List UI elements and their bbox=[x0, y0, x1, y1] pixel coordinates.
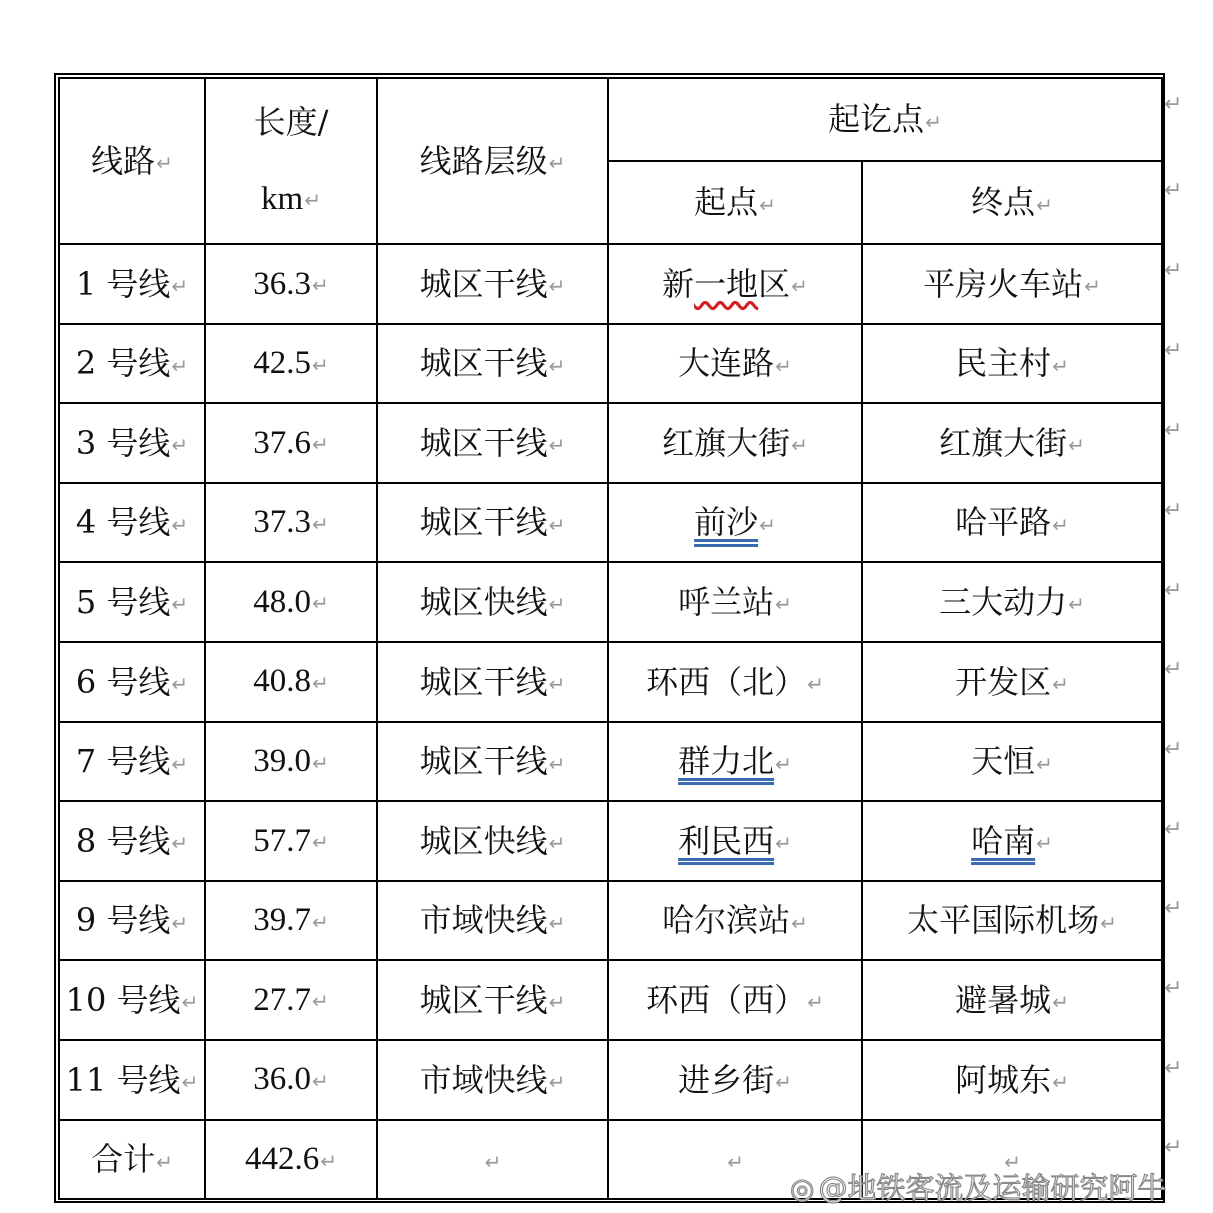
row-end-mark: ↵ bbox=[1164, 498, 1183, 523]
total-label: 合计↵ bbox=[59, 1120, 205, 1200]
cell-level: 城区干线↵ bbox=[377, 722, 608, 802]
cell-start: 群力北↵ bbox=[608, 722, 862, 802]
header-length: 长度/ km↵ bbox=[205, 78, 377, 244]
cell-level: 城区干线↵ bbox=[377, 324, 608, 404]
cell-route: 9 号线↵ bbox=[59, 881, 205, 961]
cell-start: 红旗大街↵ bbox=[608, 403, 862, 483]
cell-start: 新一地区↵ bbox=[608, 244, 862, 324]
row-end-mark: ↵ bbox=[1164, 178, 1183, 203]
row-end-mark: ↵ bbox=[1164, 976, 1183, 1001]
row-end-mark: ↵ bbox=[1164, 737, 1183, 762]
cell-start: 呼兰站↵ bbox=[608, 562, 862, 642]
row-end-mark: ↵ bbox=[1164, 92, 1183, 117]
row-end-mark: ↵ bbox=[1164, 1135, 1183, 1160]
cell-length: 39.0↵ bbox=[205, 722, 377, 802]
cell-level: 城区干线↵ bbox=[377, 960, 608, 1040]
table-row bbox=[59, 722, 1162, 802]
cell-route: 3 号线↵ bbox=[59, 403, 205, 483]
table-row bbox=[59, 324, 1162, 404]
total-level: ↵ bbox=[377, 1120, 608, 1200]
table-row bbox=[59, 1040, 1162, 1120]
table-row bbox=[59, 403, 1162, 483]
cell-level: 城区干线↵ bbox=[377, 642, 608, 722]
cell-end: 平房火车站↵ bbox=[862, 244, 1162, 324]
cell-level: 城区快线↵ bbox=[377, 801, 608, 881]
cell-start: 环西（西）↵ bbox=[608, 960, 862, 1040]
total-end: ↵ bbox=[862, 1120, 1162, 1200]
row-end-mark: ↵ bbox=[1164, 338, 1183, 363]
cell-route: 1 号线↵ bbox=[59, 244, 205, 324]
row-end-mark: ↵ bbox=[1164, 657, 1183, 682]
cell-route: 5 号线↵ bbox=[59, 562, 205, 642]
row-end-mark: ↵ bbox=[1164, 896, 1183, 921]
cell-route: 8 号线↵ bbox=[59, 801, 205, 881]
table-row bbox=[59, 244, 1162, 324]
cell-length: 37.6↵ bbox=[205, 403, 377, 483]
cell-route: 4 号线↵ bbox=[59, 483, 205, 563]
header-level: 线路层级↵ bbox=[377, 78, 608, 244]
row-end-mark: ↵ bbox=[1164, 817, 1183, 842]
cell-end: 哈南↵ bbox=[862, 801, 1162, 881]
cell-route: 6 号线↵ bbox=[59, 642, 205, 722]
cell-end: 三大动力↵ bbox=[862, 562, 1162, 642]
total-start: ↵ bbox=[608, 1120, 862, 1200]
cell-level: 城区干线↵ bbox=[377, 483, 608, 563]
watermark: ◎ @地铁客流及运输研究阿牛 bbox=[790, 1171, 1167, 1205]
cell-length: 57.7↵ bbox=[205, 801, 377, 881]
cell-start: 进乡街↵ bbox=[608, 1040, 862, 1120]
cell-end: 哈平路↵ bbox=[862, 483, 1162, 563]
header-route: 线路↵ bbox=[59, 78, 205, 244]
table-row bbox=[59, 562, 1162, 642]
cell-route: 2 号线↵ bbox=[59, 324, 205, 404]
table-row bbox=[59, 642, 1162, 722]
cell-start: 哈尔滨站↵ bbox=[608, 881, 862, 961]
total-length: 442.6↵ bbox=[205, 1120, 377, 1200]
header-endpoints: 起讫点↵ bbox=[608, 78, 1162, 161]
table-row bbox=[59, 881, 1162, 961]
cell-length: 40.8↵ bbox=[205, 642, 377, 722]
cell-end: 避暑城↵ bbox=[862, 960, 1162, 1040]
row-end-mark: ↵ bbox=[1164, 1056, 1183, 1081]
cell-start: 环西（北）↵ bbox=[608, 642, 862, 722]
cell-length: 42.5↵ bbox=[205, 324, 377, 404]
row-end-mark: ↵ bbox=[1164, 418, 1183, 443]
cell-length: 37.3↵ bbox=[205, 483, 377, 563]
cell-end: 民主村↵ bbox=[862, 324, 1162, 404]
cell-start: 大连路↵ bbox=[608, 324, 862, 404]
cell-route: 11 号线↵ bbox=[59, 1040, 205, 1120]
cell-route: 10 号线↵ bbox=[59, 960, 205, 1040]
weibo-logo-icon: ◎ bbox=[790, 1172, 815, 1205]
header-end: 终点↵ bbox=[862, 161, 1162, 244]
cell-start: 利民西↵ bbox=[608, 801, 862, 881]
cell-end: 红旗大街↵ bbox=[862, 403, 1162, 483]
cell-level: 市域快线↵ bbox=[377, 881, 608, 961]
cell-level: 城区快线↵ bbox=[377, 562, 608, 642]
cell-length: 27.7↵ bbox=[205, 960, 377, 1040]
cell-length: 36.3↵ bbox=[205, 244, 377, 324]
cell-length: 36.0↵ bbox=[205, 1040, 377, 1120]
metro-line-table bbox=[58, 77, 1163, 1200]
cell-end: 阿城东↵ bbox=[862, 1040, 1162, 1120]
cell-start: 前沙↵ bbox=[608, 483, 862, 563]
cell-length: 39.7↵ bbox=[205, 881, 377, 961]
cell-end: 太平国际机场↵ bbox=[862, 881, 1162, 961]
cell-level: 市域快线↵ bbox=[377, 1040, 608, 1120]
table-row bbox=[59, 483, 1162, 563]
cell-end: 天恒↵ bbox=[862, 722, 1162, 802]
row-end-mark: ↵ bbox=[1164, 258, 1183, 283]
cell-length: 48.0↵ bbox=[205, 562, 377, 642]
cell-level: 城区干线↵ bbox=[377, 403, 608, 483]
row-end-mark: ↵ bbox=[1164, 578, 1183, 603]
cell-route: 7 号线↵ bbox=[59, 722, 205, 802]
cell-level: 城区干线↵ bbox=[377, 244, 608, 324]
header-start: 起点↵ bbox=[608, 161, 862, 244]
table-row bbox=[59, 801, 1162, 881]
table-row bbox=[59, 960, 1162, 1040]
cell-end: 开发区↵ bbox=[862, 642, 1162, 722]
